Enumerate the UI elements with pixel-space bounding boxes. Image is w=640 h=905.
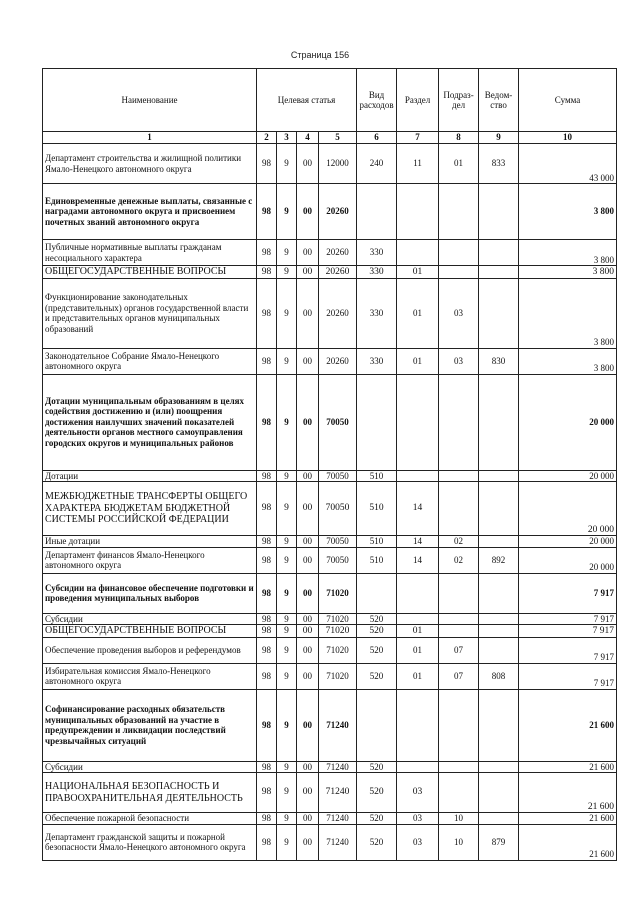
table-row (43, 266, 617, 279)
header-department: Ведом-ство (479, 69, 519, 132)
department-cell (479, 573, 519, 613)
subsection-cell (439, 773, 479, 813)
amount-cell: 7 917 (519, 613, 617, 625)
target-article-program: 98 (257, 374, 277, 470)
table-row (43, 625, 617, 638)
target-article-program: 98 (257, 144, 277, 184)
target-article-direction: 71240 (319, 761, 357, 773)
target-article-direction: 20260 (319, 348, 357, 374)
target-article-main: 00 (297, 240, 319, 266)
column-number: 4 (297, 132, 319, 144)
expense-type-cell (357, 689, 397, 761)
section-cell (397, 240, 439, 266)
target-article-main: 00 (297, 482, 319, 536)
target-article-subprogram: 9 (277, 240, 297, 266)
table-row (43, 663, 617, 689)
table-row (43, 689, 617, 761)
subsection-cell: 10 (439, 824, 479, 860)
expense-type-cell: 330 (357, 240, 397, 266)
department-cell (479, 536, 519, 548)
amount-cell: 7 917 (519, 573, 617, 613)
target-article-subprogram: 9 (277, 637, 297, 663)
target-article-main: 00 (297, 689, 319, 761)
amount-cell: 3 800 (519, 184, 617, 240)
target-article-program: 98 (257, 184, 277, 240)
amount-cell: 3 800 (519, 240, 617, 266)
target-article-direction: 70050 (319, 482, 357, 536)
subsection-cell: 03 (439, 348, 479, 374)
target-article-main: 00 (297, 547, 319, 573)
section-cell: 01 (397, 663, 439, 689)
section-cell (397, 761, 439, 773)
target-article-direction: 70050 (319, 536, 357, 548)
subsection-cell (439, 240, 479, 266)
target-article-program: 98 (257, 266, 277, 279)
subsection-cell: 01 (439, 144, 479, 184)
row-name: Избирательная комиссия Ямало-Ненецкого автономного округа (43, 663, 257, 689)
expense-type-cell: 520 (357, 637, 397, 663)
section-cell (397, 573, 439, 613)
amount-cell: 3 800 (519, 278, 617, 348)
column-number: 3 (277, 132, 297, 144)
target-article-subprogram: 9 (277, 536, 297, 548)
target-article-main: 00 (297, 625, 319, 638)
target-article-subprogram: 9 (277, 482, 297, 536)
target-article-program: 98 (257, 240, 277, 266)
amount-cell: 7 917 (519, 625, 617, 638)
amount-cell: 21 600 (519, 689, 617, 761)
target-article-subprogram: 9 (277, 689, 297, 761)
target-article-direction: 71240 (319, 773, 357, 813)
amount-cell: 3 800 (519, 266, 617, 279)
subsection-cell: 07 (439, 663, 479, 689)
target-article-program: 98 (257, 573, 277, 613)
amount-cell: 43 000 (519, 144, 617, 184)
expense-type-cell: 510 (357, 547, 397, 573)
row-name: МЕЖБЮДЖЕТНЫЕ ТРАНСФЕРТЫ ОБЩЕГО ХАРАКТЕРА БЮДЖЕТАМ БЮДЖЕТНОЙ СИСТЕМЫ РОССИЙСКОЙ ФЕДЕРАЦИИ (43, 482, 257, 536)
target-article-subprogram: 9 (277, 625, 297, 638)
department-cell: 892 (479, 547, 519, 573)
target-article-program: 98 (257, 663, 277, 689)
target-article-subprogram: 9 (277, 824, 297, 860)
table-row (43, 144, 617, 184)
table-row (43, 536, 617, 548)
target-article-subprogram: 9 (277, 144, 297, 184)
amount-cell: 20 000 (519, 547, 617, 573)
expense-type-cell: 520 (357, 773, 397, 813)
department-cell: 879 (479, 824, 519, 860)
section-cell: 01 (397, 348, 439, 374)
expense-type-cell (357, 374, 397, 470)
target-article-program: 98 (257, 482, 277, 536)
target-article-main: 00 (297, 761, 319, 773)
row-name: Обеспечение пожарной безопасности (43, 813, 257, 825)
subsection-cell (439, 689, 479, 761)
table-row (43, 278, 617, 348)
header-target-article: Целевая статья (257, 69, 357, 132)
column-number: 5 (319, 132, 357, 144)
target-article-program: 98 (257, 348, 277, 374)
department-cell (479, 266, 519, 279)
subsection-cell: 02 (439, 547, 479, 573)
department-cell (479, 761, 519, 773)
expense-type-cell: 520 (357, 761, 397, 773)
target-article-program: 98 (257, 547, 277, 573)
amount-cell: 20 000 (519, 470, 617, 482)
amount-cell: 7 917 (519, 663, 617, 689)
table-row (43, 374, 617, 470)
row-name: НАЦИОНАЛЬНАЯ БЕЗОПАСНОСТЬ И ПРАВООХРАНИТЕЛЬНАЯ ДЕЯТЕЛЬНОСТЬ (43, 773, 257, 813)
expense-type-cell: 330 (357, 348, 397, 374)
row-name: Публичные нормативные выплаты гражданам несоциального характера (43, 240, 257, 266)
table-row (43, 348, 617, 374)
target-article-main: 00 (297, 374, 319, 470)
subsection-cell (439, 625, 479, 638)
column-number: 7 (397, 132, 439, 144)
row-name: Иные дотации (43, 536, 257, 548)
target-article-main: 00 (297, 773, 319, 813)
target-article-direction: 20260 (319, 184, 357, 240)
row-name: ОБЩЕГОСУДАРСТВЕННЫЕ ВОПРОСЫ (43, 266, 257, 279)
amount-cell: 21 600 (519, 824, 617, 860)
column-number: 10 (519, 132, 617, 144)
target-article-direction: 71020 (319, 613, 357, 625)
department-cell (479, 278, 519, 348)
header-subsection: Подраз-дел (439, 69, 479, 132)
department-cell (479, 184, 519, 240)
table-row (43, 240, 617, 266)
row-name: Единовременные денежные выплаты, связанные с наградами автономного округа и присвоением почетных званий автономного округа (43, 184, 257, 240)
column-number: 6 (357, 132, 397, 144)
subsection-cell (439, 761, 479, 773)
target-article-subprogram: 9 (277, 348, 297, 374)
row-name: Дотации (43, 470, 257, 482)
table-row (43, 184, 617, 240)
row-name: Дотации муниципальным образованиям в целях содействия достижению и (или) поощрения достижения наилучших значений показателей деятельности органов местного самоуправления городских округов и муниципальных районов (43, 374, 257, 470)
header-amount: Сумма (519, 69, 617, 132)
expense-type-cell: 520 (357, 663, 397, 689)
target-article-direction: 71240 (319, 813, 357, 825)
amount-cell: 21 600 (519, 773, 617, 813)
target-article-direction: 71020 (319, 573, 357, 613)
target-article-program: 98 (257, 761, 277, 773)
row-name: Законодательное Собрание Ямало-Ненецкого автономного округа (43, 348, 257, 374)
target-article-subprogram: 9 (277, 663, 297, 689)
amount-cell: 20 000 (519, 536, 617, 548)
department-cell: 808 (479, 663, 519, 689)
expense-type-cell (357, 184, 397, 240)
section-cell: 01 (397, 637, 439, 663)
section-cell: 01 (397, 278, 439, 348)
row-name: Субсидии (43, 761, 257, 773)
row-name: Обеспечение проведения выборов и референдумов (43, 637, 257, 663)
target-article-subprogram: 9 (277, 773, 297, 813)
target-article-main: 00 (297, 184, 319, 240)
target-article-subprogram: 9 (277, 761, 297, 773)
subsection-cell (439, 184, 479, 240)
row-name: Департамент гражданской защиты и пожарной безопасности Ямало-Ненецкого автономного округа (43, 824, 257, 860)
target-article-direction: 71020 (319, 625, 357, 638)
target-article-subprogram: 9 (277, 470, 297, 482)
department-cell (479, 813, 519, 825)
column-number: 2 (257, 132, 277, 144)
target-article-main: 00 (297, 813, 319, 825)
target-article-main: 00 (297, 348, 319, 374)
expense-type-cell: 510 (357, 482, 397, 536)
subsection-cell: 02 (439, 536, 479, 548)
subsection-cell (439, 266, 479, 279)
target-article-program: 98 (257, 613, 277, 625)
target-article-direction: 70050 (319, 547, 357, 573)
subsection-cell (439, 470, 479, 482)
expense-type-cell: 520 (357, 824, 397, 860)
row-name: Департамент финансов Ямало-Ненецкого автономного округа (43, 547, 257, 573)
row-name: Субсидии на финансовое обеспечение подготовки и проведения муниципальных выборов (43, 573, 257, 613)
table-row (43, 773, 617, 813)
target-article-program: 98 (257, 536, 277, 548)
target-article-subprogram: 9 (277, 613, 297, 625)
section-cell: 14 (397, 482, 439, 536)
table-row (43, 573, 617, 613)
column-number: 8 (439, 132, 479, 144)
target-article-program: 98 (257, 470, 277, 482)
row-name: Софинансирование расходных обязательств муниципальных образований на участие в предупреждении и ликвидации последствий чрезвычайных ситуаций (43, 689, 257, 761)
subsection-cell (439, 573, 479, 613)
target-article-main: 00 (297, 278, 319, 348)
target-article-main: 00 (297, 613, 319, 625)
expense-type-cell: 520 (357, 813, 397, 825)
section-cell: 03 (397, 824, 439, 860)
subsection-cell (439, 613, 479, 625)
amount-cell: 3 800 (519, 348, 617, 374)
section-cell (397, 184, 439, 240)
section-cell: 01 (397, 266, 439, 279)
section-cell (397, 470, 439, 482)
target-article-main: 00 (297, 470, 319, 482)
table-row (43, 613, 617, 625)
department-cell: 833 (479, 144, 519, 184)
target-article-direction: 70050 (319, 374, 357, 470)
target-article-main: 00 (297, 144, 319, 184)
subsection-cell: 10 (439, 813, 479, 825)
expense-type-cell (357, 573, 397, 613)
target-article-program: 98 (257, 689, 277, 761)
target-article-direction: 70050 (319, 470, 357, 482)
target-article-direction: 20260 (319, 278, 357, 348)
target-article-program: 98 (257, 813, 277, 825)
section-cell: 01 (397, 625, 439, 638)
section-cell: 03 (397, 773, 439, 813)
header-name: Наименование (43, 69, 257, 132)
section-cell (397, 374, 439, 470)
target-article-subprogram: 9 (277, 573, 297, 613)
table-row (43, 470, 617, 482)
section-cell (397, 613, 439, 625)
amount-cell: 20 000 (519, 374, 617, 470)
column-number: 9 (479, 132, 519, 144)
target-article-direction: 71020 (319, 663, 357, 689)
section-cell: 14 (397, 536, 439, 548)
row-name: Департамент строительства и жилищной политики Ямало-Ненецкого автономного округа (43, 144, 257, 184)
department-cell (479, 613, 519, 625)
target-article-program: 98 (257, 824, 277, 860)
section-cell (397, 689, 439, 761)
target-article-program: 98 (257, 625, 277, 638)
expense-type-cell: 330 (357, 266, 397, 279)
department-cell (479, 773, 519, 813)
amount-cell: 7 917 (519, 637, 617, 663)
target-article-subprogram: 9 (277, 266, 297, 279)
target-article-main: 00 (297, 637, 319, 663)
table-row (43, 637, 617, 663)
amount-cell: 20 000 (519, 482, 617, 536)
subsection-cell: 03 (439, 278, 479, 348)
target-article-subprogram: 9 (277, 374, 297, 470)
expense-type-cell: 510 (357, 470, 397, 482)
department-cell (479, 374, 519, 470)
target-article-main: 00 (297, 573, 319, 613)
target-article-main: 00 (297, 824, 319, 860)
header-section: Раздел (397, 69, 439, 132)
subsection-cell (439, 482, 479, 536)
row-name: Функционирование законодательных (представительных) органов государственной власти и представительных органов муниципальных образований (43, 278, 257, 348)
target-article-direction: 71240 (319, 824, 357, 860)
row-name: Субсидии (43, 613, 257, 625)
department-cell (479, 240, 519, 266)
target-article-direction: 20260 (319, 240, 357, 266)
target-article-subprogram: 9 (277, 813, 297, 825)
section-cell: 03 (397, 813, 439, 825)
row-name: ОБЩЕГОСУДАРСТВЕННЫЕ ВОПРОСЫ (43, 625, 257, 638)
table-row (43, 813, 617, 825)
expense-type-cell: 520 (357, 613, 397, 625)
department-cell (479, 482, 519, 536)
target-article-direction: 71020 (319, 637, 357, 663)
target-article-subprogram: 9 (277, 184, 297, 240)
column-number: 1 (43, 132, 257, 144)
section-cell: 14 (397, 547, 439, 573)
target-article-main: 00 (297, 536, 319, 548)
target-article-program: 98 (257, 278, 277, 348)
amount-cell: 21 600 (519, 813, 617, 825)
target-article-subprogram: 9 (277, 278, 297, 348)
header-expense-type: Вид расходов (357, 69, 397, 132)
table-row (43, 482, 617, 536)
target-article-direction: 71240 (319, 689, 357, 761)
department-cell (479, 625, 519, 638)
target-article-main: 00 (297, 663, 319, 689)
expense-type-cell: 520 (357, 625, 397, 638)
expense-type-cell: 330 (357, 278, 397, 348)
target-article-program: 98 (257, 637, 277, 663)
target-article-program: 98 (257, 773, 277, 813)
budget-table (42, 68, 617, 861)
section-cell: 11 (397, 144, 439, 184)
subsection-cell: 07 (439, 637, 479, 663)
expense-type-cell: 240 (357, 144, 397, 184)
expense-type-cell: 510 (357, 536, 397, 548)
table-row (43, 824, 617, 860)
department-cell: 830 (479, 348, 519, 374)
department-cell (479, 689, 519, 761)
table-row (43, 547, 617, 573)
target-article-direction: 12000 (319, 144, 357, 184)
table-row (43, 761, 617, 773)
page-header: Страница 156 (290, 50, 350, 60)
department-cell (479, 637, 519, 663)
department-cell (479, 470, 519, 482)
target-article-direction: 20260 (319, 266, 357, 279)
amount-cell: 21 600 (519, 761, 617, 773)
target-article-main: 00 (297, 266, 319, 279)
subsection-cell (439, 374, 479, 470)
target-article-subprogram: 9 (277, 547, 297, 573)
